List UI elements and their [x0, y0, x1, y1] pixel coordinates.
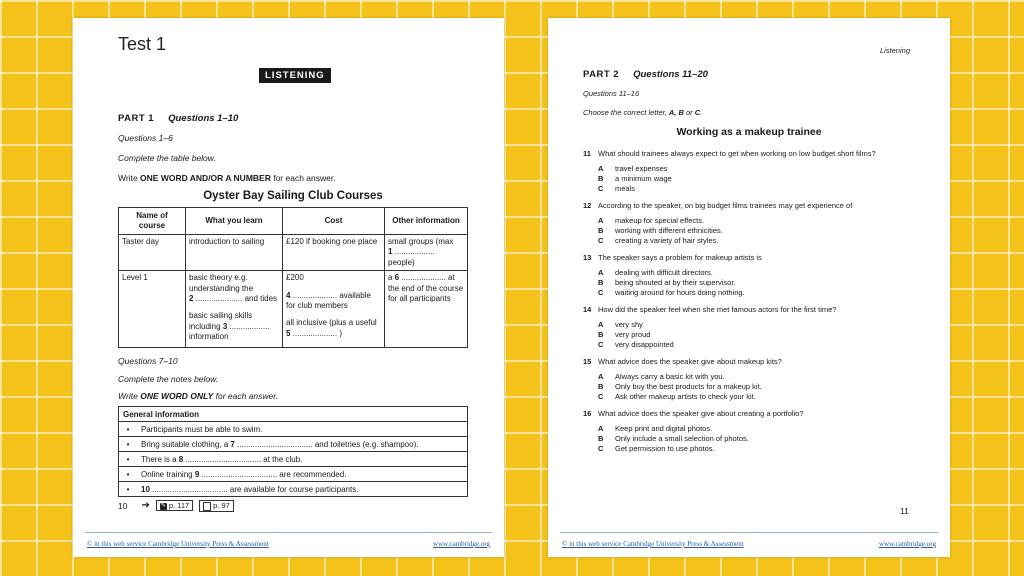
option-text: very shy — [615, 320, 643, 329]
part-label: PART 1 — [118, 113, 155, 124]
answer-blank: .................... ) — [290, 328, 343, 338]
notes-row — [119, 437, 468, 452]
cell-cost: £120 if booking one place — [283, 235, 385, 271]
cell-name: Taster day — [119, 235, 186, 271]
text: all inclusive (plus a useful — [286, 318, 377, 328]
text: There is a — [141, 454, 179, 464]
option-a[interactable] — [598, 424, 933, 434]
answer-blank: .................................. at the club. — [183, 454, 303, 464]
note-text — [137, 467, 468, 482]
text: basic theory e.g. understanding the — [189, 273, 254, 293]
answer-number-5: 5 — [286, 328, 291, 338]
questions-11-16-label: Questions 11–16 — [583, 89, 640, 98]
option-b[interactable] — [598, 330, 933, 340]
bullet: • — [119, 422, 138, 437]
question-text: The speaker says a problem for makeup artists is — [598, 253, 762, 262]
question-number: 14 — [583, 305, 592, 314]
note-text — [137, 437, 468, 452]
instruction-prefix: Write — [118, 173, 141, 183]
answer-number-2: 2 — [189, 293, 194, 303]
option-a[interactable] — [598, 320, 933, 330]
question-text: According to the speaker, on big budget films trainees may get experience of — [598, 201, 853, 210]
option-text: Get permission to use photos. — [615, 443, 715, 453]
option-letter: C — [598, 287, 604, 297]
table-row — [119, 235, 468, 271]
cell-other — [385, 235, 468, 271]
text: or — [683, 108, 695, 117]
part-label: PART 2 — [583, 69, 620, 80]
option-text: very disappointed — [615, 339, 674, 349]
option-c[interactable] — [598, 184, 933, 194]
option-c[interactable] — [598, 236, 933, 246]
page-left — [73, 18, 504, 557]
option-text: being shouted at by their supervisor. — [615, 277, 736, 287]
option-letter: C — [598, 443, 604, 453]
table-title: Oyster Bay Sailing Club Courses — [203, 190, 383, 202]
header-name-of-course: Name of course — [119, 208, 186, 235]
instruction-bold: ONE WORD AND/OR A NUMBER — [140, 173, 271, 183]
text: . — [700, 108, 703, 117]
question-number: 11 — [583, 149, 591, 158]
text: Online training — [141, 469, 195, 479]
option-letter: B — [598, 173, 604, 183]
option-a[interactable] — [598, 164, 933, 174]
text: £200 — [286, 273, 304, 283]
option-letter: A — [598, 268, 604, 277]
option-letter: B — [598, 381, 604, 391]
courses-table — [118, 207, 468, 348]
text: small groups (max — [388, 237, 454, 246]
text: C — [694, 108, 701, 117]
option-letter: C — [598, 235, 604, 245]
option-c[interactable] — [598, 444, 933, 454]
text: basic sailing skills including — [189, 311, 253, 331]
cell-other — [385, 271, 468, 348]
answer-blank: .................................. are recommended. — [199, 469, 347, 479]
footer-copyright-link[interactable]: © in this web service Cambridge University Press & Assessment — [562, 540, 744, 548]
instruction-prefix: Write — [118, 391, 141, 401]
option-text: waiting around for hours doing nothing. — [615, 287, 745, 297]
answer-blank: .................. information — [189, 321, 270, 342]
footer-website-link[interactable]: www.cambridge.org — [879, 540, 936, 548]
answer-number-4: 4 — [286, 290, 291, 300]
bullet: • — [119, 467, 138, 482]
page-number: 11 — [900, 506, 909, 516]
option-c[interactable] — [598, 340, 933, 350]
answer-blank: .................. — [392, 247, 435, 257]
ref-text: p. 97 — [213, 501, 230, 510]
instruction-suffix: for each answer. — [270, 173, 336, 183]
option-letter: A — [598, 164, 604, 173]
option-letter: A — [598, 320, 604, 329]
option-a[interactable] — [598, 268, 933, 278]
header-what-you-learn: What you learn — [186, 208, 283, 235]
answer-number-1: 1 — [388, 247, 393, 257]
option-text: meals — [615, 183, 636, 193]
option-text: dealing with difficult directors. — [615, 268, 713, 277]
notes-row — [119, 452, 468, 467]
option-text: Ask other makeup artists to check your kit. — [615, 391, 756, 401]
page-footer-refs — [118, 500, 234, 512]
question-text: What advice does the speaker give about creating a portfolio? — [598, 409, 804, 418]
part-heading — [583, 69, 708, 80]
answer-ref-link[interactable] — [156, 500, 193, 511]
option-c[interactable] — [598, 392, 933, 402]
answer-number-8: 8 — [178, 454, 184, 464]
instruction-choose — [583, 108, 702, 117]
option-text: working with different ethnicities. — [615, 225, 723, 235]
note-text: Participants must be able to swim. — [137, 422, 468, 437]
header-cost: Cost — [283, 208, 385, 235]
question-text: How did the speaker feel when she met famous actors for the first time? — [598, 305, 837, 314]
question-16 — [583, 409, 933, 453]
notes-row — [119, 422, 468, 437]
answer-blank: .................................. and toiletries (e.g. shampoo). — [234, 439, 419, 449]
option-a[interactable] — [598, 372, 933, 382]
section-title: Working as a makeup trainee — [676, 126, 822, 138]
part-heading — [118, 113, 238, 124]
text: people) — [388, 257, 415, 267]
question-number: 15 — [583, 357, 592, 366]
instruction-bold: ONE WORD ONLY — [140, 391, 214, 401]
ref-text: p. 117 — [168, 501, 190, 511]
option-text: makeup for special effects. — [615, 216, 705, 225]
option-text: a minimum wage — [615, 173, 672, 183]
cell-learn — [186, 271, 283, 348]
text: a — [388, 273, 395, 283]
answer-number-6: 6 — [394, 273, 400, 283]
text: Bring suitable clothing, a — [141, 439, 231, 449]
notes-header-row — [119, 407, 468, 422]
option-b[interactable] — [598, 278, 933, 288]
notes-header: General information — [119, 407, 468, 422]
option-letter: B — [598, 329, 604, 339]
text: Choose the correct letter, — [583, 108, 669, 117]
table-row — [119, 271, 468, 348]
question-14 — [583, 305, 933, 349]
option-a[interactable] — [598, 216, 933, 226]
option-letter: C — [598, 339, 604, 349]
option-text: very proud — [615, 329, 651, 339]
footer-website-link[interactable]: www.cambridge.org — [433, 540, 490, 548]
option-b[interactable] — [598, 434, 933, 444]
question-12 — [583, 201, 933, 245]
option-text: Only buy the best products for a makeup kit. — [615, 381, 762, 391]
question-text: What advice does the speaker give about makeup kits? — [598, 357, 782, 366]
question-13 — [583, 253, 933, 297]
option-b[interactable] — [598, 226, 933, 236]
option-letter: C — [598, 183, 604, 193]
page-right — [548, 18, 950, 557]
option-text: travel expenses — [615, 164, 668, 173]
footer-copyright-link[interactable]: © in this web service Cambridge University Press & Assessment — [87, 540, 269, 548]
question-number: 12 — [583, 201, 592, 210]
question-number: 16 — [583, 409, 592, 418]
option-b[interactable] — [598, 382, 933, 392]
option-text: Always carry a basic kit with you. — [615, 372, 725, 381]
cell-cost — [283, 271, 385, 348]
part-questions: Questions 11–20 — [633, 69, 708, 80]
question-11 — [583, 149, 933, 193]
answer-key-icon: ✎ — [160, 502, 166, 509]
instruction-complete-table: Complete the table below. — [118, 153, 216, 163]
section-badge: LISTENING — [259, 68, 331, 83]
question-text: What should trainees always expect to get when working on low budget short films? — [598, 149, 876, 158]
footer-divider — [85, 532, 492, 533]
arrow-icon: ➔ — [141, 500, 150, 512]
page-number: 10 — [118, 500, 128, 511]
part-questions: Questions 1–10 — [168, 113, 239, 124]
option-text: Keep print and digital photos. — [615, 424, 713, 433]
option-letter: A — [598, 372, 604, 381]
answer-number-7: 7 — [230, 439, 235, 449]
instruction-suffix: for each answer. — [213, 391, 279, 401]
option-b[interactable] — [598, 174, 933, 184]
option-text: Only include a small selection of photos. — [615, 433, 749, 443]
option-letter: B — [598, 433, 604, 443]
option-letter: A — [598, 216, 604, 225]
question-number: 13 — [583, 253, 592, 262]
instruction-write — [118, 173, 336, 183]
answer-blank: .................................. are available for course participants. — [149, 484, 359, 494]
option-text: creating a variety of hair styles. — [615, 235, 719, 245]
bullet: • — [119, 482, 138, 497]
table-header-row — [119, 208, 468, 235]
questions-1-6-label: Questions 1–6 — [118, 133, 173, 143]
answer-number-3: 3 — [222, 321, 228, 331]
answer-blank: .................... at the end of the course for all participants — [388, 273, 464, 303]
note-text — [137, 452, 468, 467]
instruction-write-2 — [118, 391, 278, 401]
test-title: Test 1 — [118, 34, 167, 54]
option-letter: C — [598, 391, 604, 401]
option-letter: B — [598, 225, 604, 235]
questions-7-10-label: Questions 7–10 — [118, 356, 178, 366]
header-other-information: Other information — [385, 208, 468, 235]
note-text — [137, 482, 468, 497]
notes-row — [119, 482, 468, 497]
answer-blank: .................... available for club members — [286, 290, 371, 310]
instruction-complete-notes: Complete the notes below. — [118, 374, 219, 384]
running-header: Listening — [879, 46, 910, 55]
answer-number-9: 9 — [194, 469, 200, 479]
option-c[interactable] — [598, 288, 933, 298]
option-letter: B — [598, 277, 604, 287]
notes-row — [119, 467, 468, 482]
cell-learn: introduction to sailing — [186, 235, 283, 271]
notes-table — [118, 406, 468, 497]
footer-divider — [560, 532, 938, 533]
answer-blank: ..................... and tides — [193, 293, 278, 303]
bullet: • — [119, 452, 138, 467]
option-letter: A — [598, 424, 604, 433]
question-15 — [583, 357, 933, 401]
cell-name: Level 1 — [119, 271, 186, 348]
transcript-ref-link[interactable] — [199, 500, 234, 512]
answer-number-10: 10 — [141, 484, 150, 494]
text: A, B — [668, 108, 684, 117]
document-icon — [203, 502, 211, 511]
bullet: • — [119, 437, 138, 452]
